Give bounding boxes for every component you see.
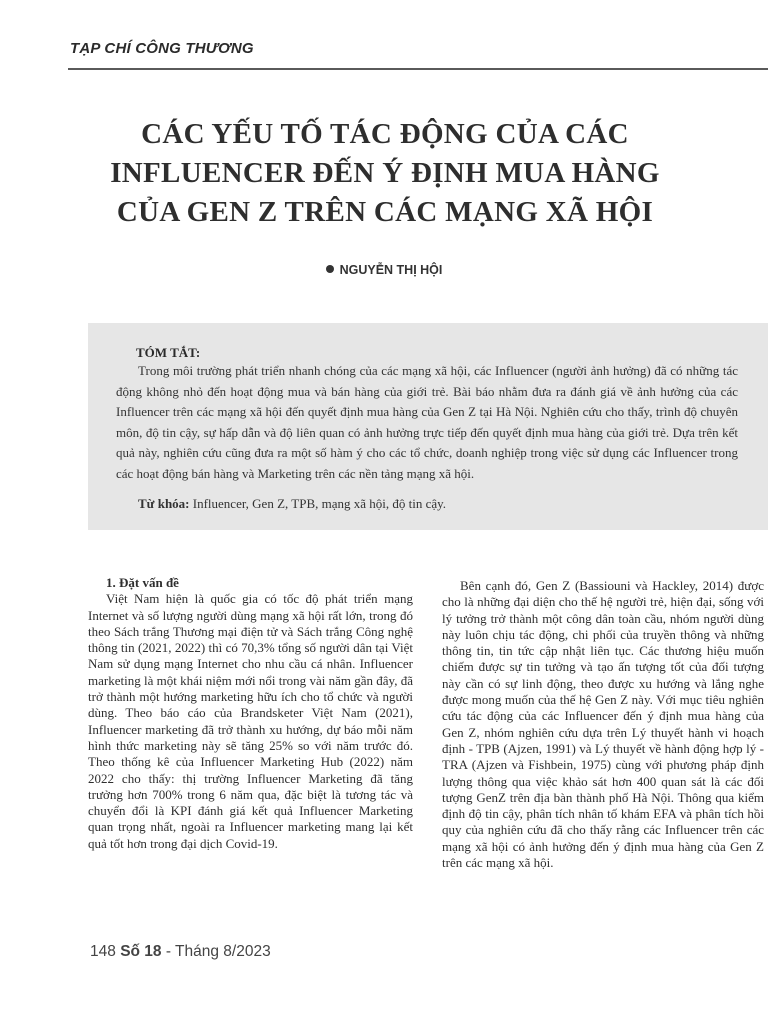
- right-column: [442, 578, 764, 871]
- title-line: CÁC YẾU TỐ TÁC ĐỘNG CỦA CÁC: [141, 118, 629, 150]
- issue-number: Số 18: [120, 943, 162, 960]
- body-paragraph: Việt Nam hiện là quốc gia có tốc độ phát triển mạng Internet và số lượng người dùng mạng xã hội rất lớn, trong đó theo Sách trắng Thương mại điện tử và Sách trắng Công nghệ thông tin (2021, 2022) thì có 70,3% tổng số người dân tại Việt Nam sử dụng mạng Internet cho nhu cầu cá nhân. Influencer marketing là một khái niệm mới nổi trong vài năm gần đây, đã trở thành một hướng marketing hữu ích cho tổ chức và người dùng. Theo báo cáo của Brandsketer Việt Nam (2021), Influencer marketing đã trở thành xu hướng, dự báo mỗi năm hình thức marketing này sẽ tăng 25% so với năm trước đó. Theo thống kê của Influencer Marketing Hub (2022) năm 2022 cho thấy: thị trường Influencer Marketing đã tăng trưởng hơn 700% trong 6 năm qua, đặc biệt là tương tác và chuyển đổi là KPI đánh giá kết quả Influencer Marketing quan trọng nhất, ngoài ra Influencer marketing mang lại kết quả tốt hơn trong đại dịch Covid-19.: [88, 591, 413, 851]
- author-name: NGUYỄN THỊ HỘI: [339, 263, 443, 277]
- journal-name: TẠP CHÍ CÔNG THƯƠNG: [70, 40, 254, 57]
- author-line: [0, 263, 768, 277]
- abstract-text: Trong môi trường phát triển nhanh chóng của các mạng xã hội, các Influencer (người ảnh hưởng) đã có những tác động không nhỏ đến hoạt động mua và bán hàng của giới trẻ. Bài báo nhằm đưa ra đánh giá về ảnh hưởng của các Influencer trên các mạng xã hội đến quyết định mua hàng của Gen Z tại Hà Nội. Nghiên cứu cho thấy, trình độ chuyên môn, độ tin cậy, sự hấp dẫn và độ liên quan có ảnh hưởng trực tiếp đến quyết định mua hàng của giới trẻ. Dựa trên kết quả này, nghiên cứu cũng đưa ra một số hàm ý cho các tổ chức, doanh nghiệp trong việc sử dụng các Influencer trong các hoạt động bán hàng và Marketing trên các nền tảng mạng xã hội.: [116, 363, 738, 481]
- page-number: 148: [90, 943, 116, 960]
- body-paragraph: Bên cạnh đó, Gen Z (Bassiouni và Hackley, 2014) được cho là những đại diện cho thế hệ người trẻ, hiện đại, sống với lý tưởng trở thành một công dân toàn cầu, nhóm người dùng này luôn chịu tác động, chi phối của truyền thông và những thông tin, tin tức cập nhật liên tục. Các thương hiệu muốn chiếm được sự tin tưởng và tạo ấn tượng tốt của đối tượng này cần có sự linh động, theo được xu hướng và lắng nghe được mong muốn của thế hệ Gen Z này. Với mục tiêu nghiên cứu tác động của các Influencer đến ý định mua hàng của Gen Z, nhóm nghiên cứu dựa trên Lý thuyết hành vi hoạch định - TPB (Ajzen, 1991) và Lý thuyết về hành động hợp lý - TRA (Ajzen và Fishbein, 1975) cùng với phương pháp định lượng thông qua việc khảo sát hơn 400 quan sát là các đối tượng GenZ trên địa bàn thành phố Hà Nội. Thông qua kiểm định độ tin cậy, phân tích nhân tố khám EFA và phân tích hồi quy của nghiên cứu đã cho thấy rằng các Influencer trên các mạng xã hội có ảnh hưởng đến ý định mua hàng của Gen Z trên các mạng xã hội.: [442, 578, 764, 871]
- page-footer: [90, 943, 271, 961]
- keywords: [138, 496, 738, 512]
- section-heading: 1. Đặt vấn đề: [106, 575, 179, 590]
- keywords-list: Influencer, Gen Z, TPB, mạng xã hội, độ tin cậy.: [192, 496, 447, 511]
- left-column: [88, 575, 413, 852]
- abstract-heading: TÓM TẮT:: [136, 345, 201, 360]
- keywords-label: Từ khóa:: [138, 496, 190, 511]
- bullet-icon: [326, 265, 334, 273]
- title-line: CỦA GEN Z TRÊN CÁC MẠNG XÃ HỘI: [116, 196, 654, 228]
- issue-date: - Tháng 8/2023: [165, 943, 271, 960]
- header-divider: [68, 68, 768, 70]
- article-title: [80, 115, 690, 232]
- title-line: INFLUENCER ĐẾN Ý ĐỊNH MUA HÀNG: [110, 157, 660, 189]
